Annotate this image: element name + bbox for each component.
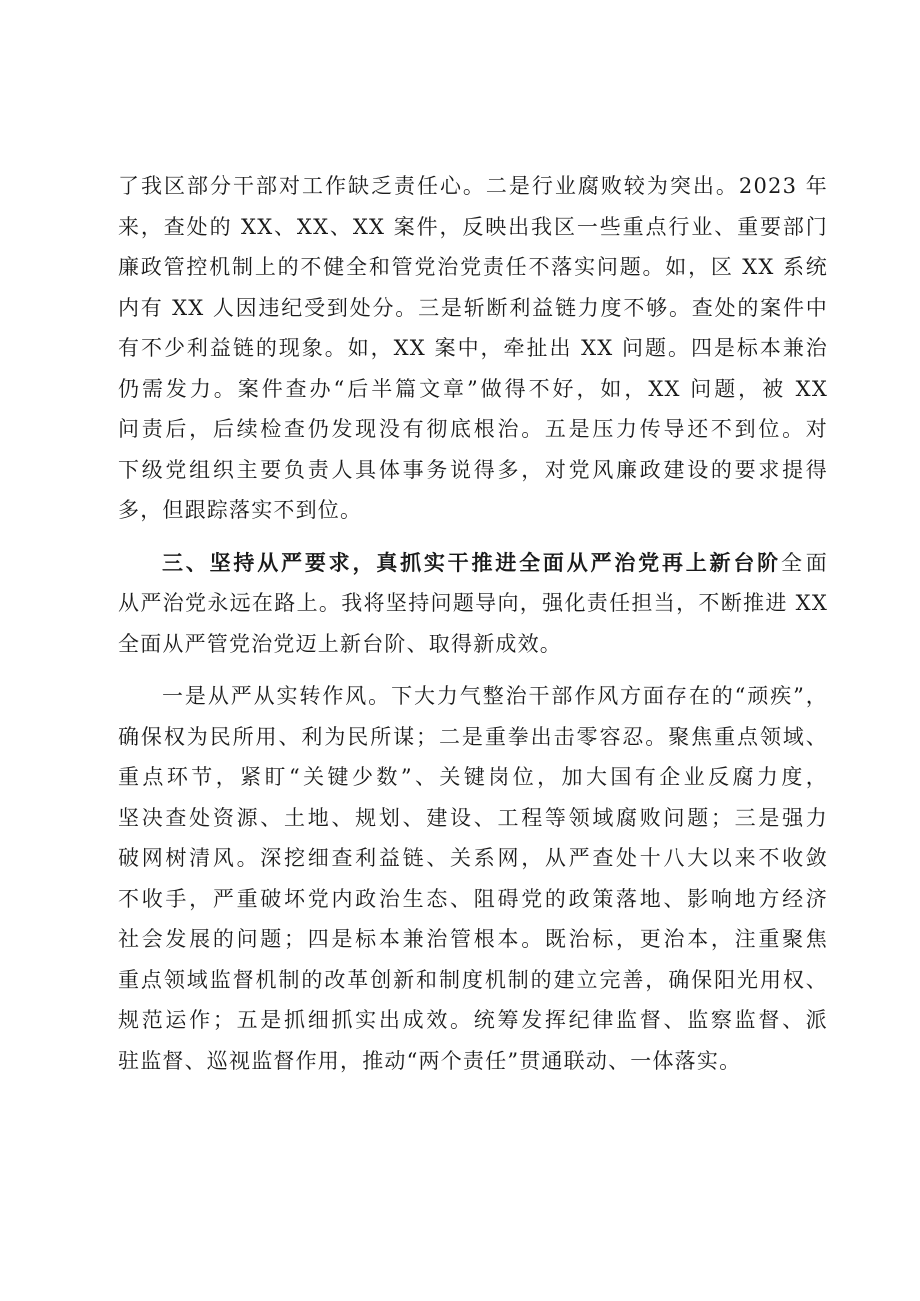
text-line: 社会发展的问题；四是标本兼治管根本。既治标，更治本，注重聚焦 (118, 927, 828, 951)
text-line: 重点环节，紧盯“关键少数”、关键岗位，加大国有企业反腐力度， (118, 765, 828, 789)
text-line: 一是从严从实转作风。下大力气整治干部作风方面存在的“顽疾”， (162, 684, 828, 708)
paragraph-problems (118, 166, 828, 531)
paragraph-spacer (118, 664, 828, 676)
heading-tail-text: 全面 (780, 550, 828, 575)
text-line: 坚决查处资源、土地、规划、建设、工程等领域腐败问题；三是强力 (118, 805, 828, 830)
text-line: 多，但跟踪落实不到位。 (118, 498, 363, 522)
text-line: 重点领域监督机制的改革创新和制度机制的建立完善，确保阳光用权、 (118, 967, 828, 992)
paragraph-measures (118, 676, 828, 1081)
paragraph-spacer (118, 531, 828, 543)
text-line: 不收手，严重破坏党内政治生态、阻碍党的政策落地、影响地方经济 (118, 886, 828, 911)
text-line: 破网树清风。深挖细查利益链、关系网，从严查处十八大以来不收敛 (118, 846, 828, 870)
text-line: 驻监督、巡视监督作用，推动“两个责任”贯通联动、一体落实。 (118, 1048, 742, 1073)
text-line: 全面从严管党治党迈上新台阶、取得新成效。 (118, 631, 562, 656)
text-line: 了我区部分干部对工作缺乏责任心。二是行业腐败较为突出。2023 年 (118, 174, 828, 198)
section-heading: 三、坚持从严要求，真抓实干推进全面从严治党再上新台阶 (162, 550, 781, 575)
text-line: 规范运作；五是抓细抓实出成效。统筹发挥纪律监督、监察监督、派 (118, 1008, 828, 1032)
text-line: 从严治党永远在路上。我将坚持问题导向，强化责任担当，不断推进 XX (118, 591, 828, 615)
text-line: 问责后，后续检查仍发现没有彻底根治。五是压力传导还不到位。对 (118, 417, 828, 441)
text-line: 确保权为民所用、利为民所谋；二是重拳出击零容忍。聚焦重点领域、 (118, 724, 828, 749)
text-line: 下级党组织主要负责人具体事务说得多，对党风廉政建设的要求提得 (118, 457, 828, 482)
text-line: 廉政管控机制上的不健全和管党治党责任不落实问题。如，区 XX 系统 (118, 255, 828, 279)
text-line: 内有 XX 人因违纪受到处分。三是斩断利益链力度不够。查处的案件中 (118, 295, 828, 320)
document-body (118, 166, 828, 1081)
section-heading-line (118, 543, 828, 584)
text-line: 有不少利益链的现象。如，XX 案中，牵扯出 XX 问题。四是标本兼治 (118, 336, 828, 360)
paragraph-section-three (118, 543, 828, 665)
text-line: 来，查处的 XX、XX、XX 案件，反映出我区一些重点行业、重要部门 (118, 214, 828, 239)
text-line: 仍需发力。案件查办“后半篇文章”做得不好，如，XX 问题，被 XX (118, 376, 828, 401)
